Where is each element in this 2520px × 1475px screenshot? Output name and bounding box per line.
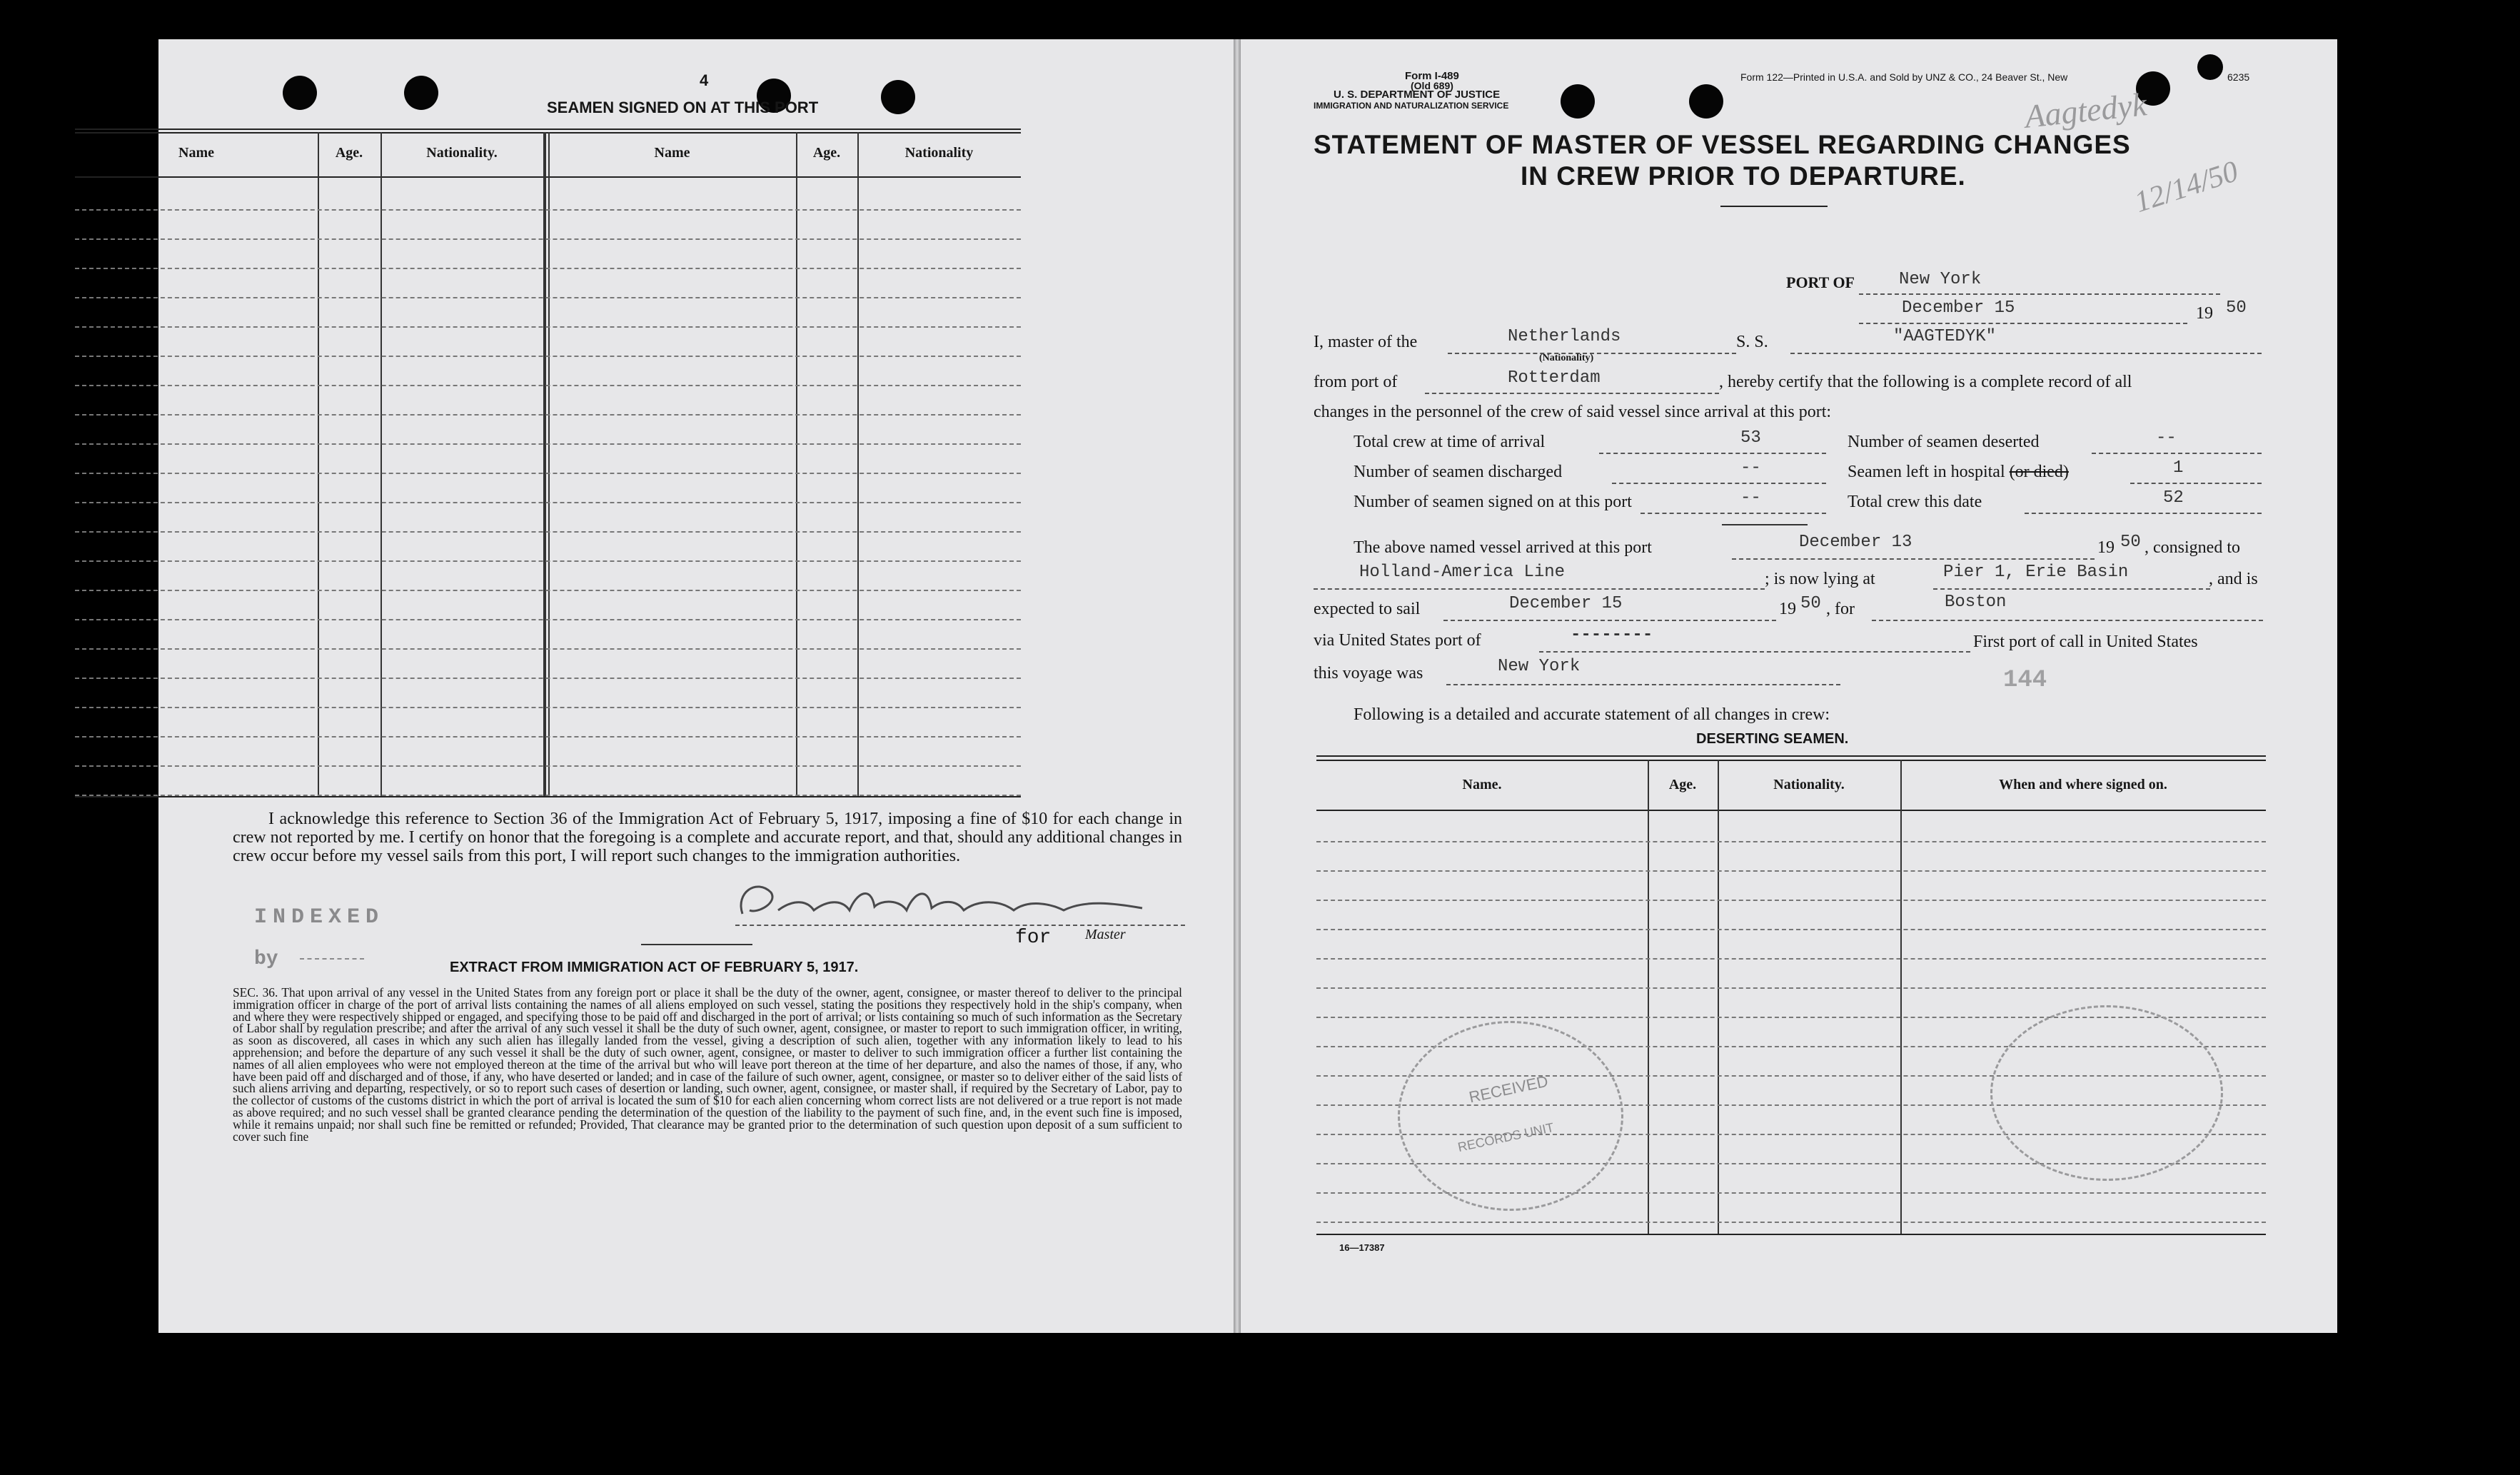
blank-row-line (75, 414, 1021, 416)
col-header-nationality: Nationality. (426, 145, 498, 161)
blank-row-line (1316, 958, 2266, 960)
blank-row-line (75, 502, 1021, 503)
ship-fill (1790, 333, 2262, 354)
signed-on-fill (1640, 493, 1826, 514)
expected-year-prefix: 19 (1779, 600, 1796, 618)
lying-label: ; is now lying at (1765, 570, 1875, 588)
blank-row-line (75, 297, 1021, 298)
blank-row-line (75, 590, 1021, 591)
col-header-name: Name (654, 145, 690, 161)
expected-label: expected to sail (1314, 600, 1421, 618)
voyage-label: this voyage was (1314, 664, 1423, 683)
via-label: via United States port of (1314, 631, 1481, 650)
received-stamp-text: RECEIVED (1467, 1072, 1550, 1107)
blank-row-line (1316, 841, 2266, 842)
discharged-fill (1612, 463, 1826, 484)
port-label: PORT OF (1786, 273, 1855, 291)
indexed-initials (300, 958, 364, 960)
for-destination-label: , for (1826, 600, 1855, 618)
from-port-value: Rotterdam (1508, 368, 1601, 388)
received-stamp (1398, 1021, 1623, 1211)
page-number: 4 (700, 71, 709, 89)
master-signature (728, 871, 1171, 928)
sum-rule (1722, 524, 1808, 525)
punch-hole (2197, 54, 2223, 80)
form-old-number: (Old 689) (1411, 80, 1453, 91)
total-arrival-label: Total crew at time of arrival (1354, 433, 1546, 451)
total-date-fill (2025, 493, 2262, 514)
year-value: 50 (2226, 298, 2247, 318)
round-stamp (1990, 1005, 2223, 1181)
hospital-label (1848, 463, 2069, 482)
arrived-value: December 13 (1799, 533, 1912, 552)
total-arrival-value: 53 (1740, 428, 1761, 448)
arrived-year: 50 (2120, 533, 2141, 552)
lying-value: Pier 1, Erie Basin (1943, 563, 2129, 582)
col-header-age: Age. (1668, 777, 1697, 792)
discharged-value: -- (1740, 458, 1761, 478)
form-title-line1: STATEMENT OF MASTER OF VESSEL REGARDING CHANGES (1314, 130, 2131, 159)
discharged-label: Number of seamen discharged (1354, 463, 1563, 481)
blank-row-line (75, 268, 1021, 269)
destination-fill (1872, 600, 2263, 621)
blank-row-line (75, 443, 1021, 445)
signed-on-label: Number of seamen signed on at this port (1354, 493, 1632, 511)
nationality-caption: (Nationality) (1539, 353, 1594, 363)
ship-name: "AAGTEDYK" (1893, 327, 1997, 346)
col-header-name: Name (178, 145, 214, 161)
extract-title: EXTRACT FROM IMMIGRATION ACT OF FEBRUARY 5, 1917. (450, 960, 859, 975)
hospital-fill (2130, 463, 2262, 484)
for-label: for (1015, 927, 1052, 949)
signed-on-value: -- (1740, 488, 1761, 508)
indexed-stamp: INDEXED (254, 905, 385, 930)
blank-row-line (1316, 870, 2266, 872)
expected-year: 50 (1800, 594, 1821, 613)
col-header-age: Age. (812, 145, 841, 161)
arrived-label: The above named vessel arrived at this port (1354, 538, 1652, 557)
punch-hole (1561, 84, 1595, 119)
signature-line (735, 925, 1185, 926)
acknowledgement-text: I acknowledge this reference to Section 36 of the Immigration Act of February 5, 1917, imposing a fine of $10 for each change in crew not reported by me. I certify on honor that the foregoing is a complete and accurate report, and that, should any additional changes in crew occur before my vessel sails from this port, I will report such changes to the immigration authorities. (233, 810, 1182, 865)
col-header-age: Age. (335, 145, 363, 161)
destination-value: Boston (1945, 593, 2007, 612)
blank-row-line (75, 531, 1021, 533)
form-number: Form I-489 (1405, 70, 1459, 82)
following-text: Following is a detailed and accurate statement of all changes in crew: (1354, 705, 1830, 724)
margin-note: Aagtedyk (2022, 86, 2149, 135)
blank-row-line (1316, 1222, 2266, 1223)
total-date-value: 52 (2163, 488, 2184, 508)
blank-row-line (75, 326, 1021, 328)
changes-text: changes in the personnel of the crew of said vessel since arrival at this port: (1314, 403, 1832, 421)
hospital-value: 1 (2173, 458, 2184, 478)
blank-row-line (75, 707, 1021, 708)
blank-row-line (75, 736, 1021, 738)
indexed-by-label: by (254, 948, 278, 970)
col-header-nationality: Nationality (904, 145, 974, 161)
date-value: December 15 (1902, 298, 2015, 318)
blank-row-line (75, 356, 1021, 357)
consigned-label: , consigned to (2144, 538, 2240, 557)
punch-hole (1689, 84, 1723, 119)
expected-value: December 15 (1509, 594, 1623, 613)
ss-label: S. S. (1736, 333, 1768, 351)
seamen-signed-on-table (75, 89, 1021, 803)
stamp-number: 144 (2003, 667, 2047, 694)
blank-row-line (75, 473, 1021, 474)
arrived-fill (1732, 538, 2095, 560)
blank-row-line (75, 619, 1021, 620)
form-title-line2: IN CREW PRIOR TO DEPARTURE. (1521, 161, 1966, 191)
blank-row-line (75, 678, 1021, 679)
master-label: Master (1085, 927, 1126, 942)
page-gutter (1234, 39, 1241, 1333)
hospital-label-text: Seamen left in hospital (1848, 463, 2005, 481)
nationality-value: Netherlands (1508, 327, 1621, 346)
service-name: IMMIGRATION AND NATURALIZATION SERVICE (1314, 101, 1509, 111)
col-header-name: Name. (1462, 777, 1502, 792)
blank-row-line (1316, 987, 2266, 989)
deserted-label: Number of seamen deserted (1848, 433, 2040, 451)
total-date-label: Total crew this date (1848, 493, 1982, 511)
blank-row-line (75, 385, 1021, 386)
col-header-signed-on: When and where signed on. (1999, 777, 2167, 792)
blank-row-line (75, 560, 1021, 562)
total-arrival-fill (1599, 433, 1826, 454)
arrived-year-prefix: 19 (2097, 538, 2115, 557)
extract-body: SEC. 36. That upon arrival of any vessel in the United States from any foreign port or place it shall be the duty of the owner, agent, consignee, or master thereof to deliver to the principal immigration officer in charge of the port of arrival lists containing the names of all aliens employed on such vessel, stating the positions they respectively hold in the ship's company, when and where they were respectively shipped or engaged, and specifying those to be paid off and discharged in the port of arrival; or lists containing so much of such information as the Secretary of Labor shall by regulation prescribe; and after the arrival of any such vessel it shall be the duty of such owner, agent, consignee, or master to report to such immigration officer, in writing, as soon as discovered, all cases in which any such alien has illegally landed from the vessel, giving a description of such alien, together with any information likely to lead to his apprehension; and before the departure of any such vessel it shall be the duty of such owner, agent, consignee, or master to deliver to such immigration officer a further list containing the names of all alien employees who were not employed thereon at the time of the arrival but who will leave port thereon at the time of her departure, and also the names of those, if any, who have been paid off and discharged and of those, if any, who have deserted or landed; and in case of the failure of such owner, agent, consignee, or master so to deliver either of the said lists of such aliens arriving and departing, respectively, or so to report such cases of desertion or landing, such owner, agent, consignee, or master shall, if required by the Secretary of Labor, pay to the collector of customs of the customs district in which the port of arrival is located the sum of $10 for each alien concerning whom correct lists are not delivered or a true report is not made as above required; and no such vessel shall be granted clearance pending the determination of the question of the liability to the payment of such fine, and, in the event such fine is imposed, while it remains unpaid; nor shall such fine be remitted or refunded; Provided, That clearance may be granted prior to the determination of such question upon deposit of a sum sufficient to cover such fine (233, 985, 1182, 1144)
from-port-label: from port of (1314, 373, 1398, 391)
title-underline (1720, 206, 1828, 207)
voyage-value: New York (1498, 657, 1581, 676)
year-prefix: 19 (2196, 304, 2213, 323)
extract-rule (641, 944, 752, 945)
blank-row-line (75, 648, 1021, 650)
deserted-value: -- (2156, 428, 2177, 448)
department-name: U. S. DEPARTMENT OF JUSTICE (1334, 89, 1501, 101)
consignee-value: Holland-America Line (1359, 563, 1566, 582)
blank-row-line (1316, 900, 2266, 901)
col-header-nationality: Nationality. (1773, 777, 1845, 792)
footer-code: 16—17387 (1339, 1242, 1385, 1253)
printer-number: 6235 (2227, 71, 2250, 83)
deserting-title: DESERTING SEAMEN. (1696, 731, 1849, 747)
and-is-label: , and is (2209, 570, 2258, 588)
certify-text: , hereby certify that the following is a complete record of all (1719, 373, 2132, 391)
hospital-died-struck: (or died) (2009, 463, 2069, 481)
blank-row-line (1316, 929, 2266, 930)
records-stamp-text: RECORDS UNIT (1456, 1119, 1556, 1155)
blank-row-line (75, 209, 1021, 211)
master-of-label: I, master of the (1314, 333, 1418, 351)
via-value: -------- (1571, 625, 1653, 645)
extract-text (233, 987, 1182, 1142)
left-page-title: SEAMEN SIGNED ON AT THIS PORT (547, 99, 819, 116)
margin-date: 12/14/50 (2130, 155, 2242, 219)
blank-row-line (75, 765, 1021, 767)
deserted-fill (2092, 433, 2262, 454)
blank-row-line (75, 238, 1021, 240)
first-port-label: First port of call in United States (1973, 633, 2198, 651)
printer-line: Form 122—Printed in U.S.A. and Sold by UNZ & CO., 24 Beaver St., New (1740, 71, 2068, 83)
port-value: New York (1899, 270, 1982, 289)
